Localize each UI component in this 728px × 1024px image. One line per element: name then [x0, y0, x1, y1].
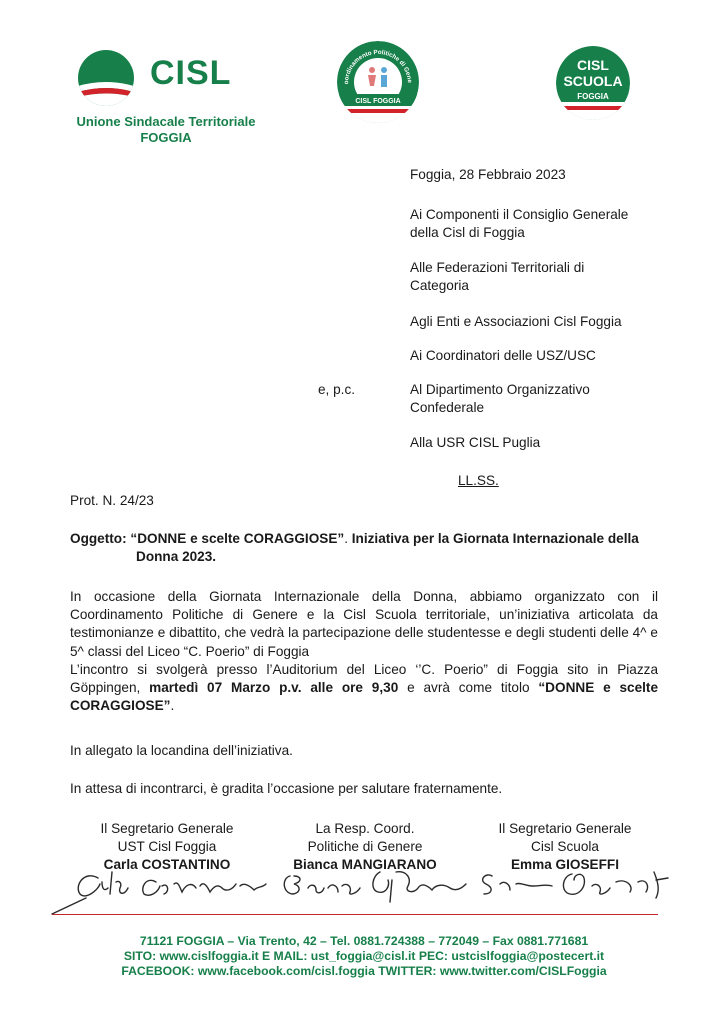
coordinamento-logo: [336, 40, 420, 124]
subject-title: “DONNE e scelte CORAGGIOSE”: [130, 531, 345, 546]
signature-role: Il Segretario Generale: [498, 821, 632, 836]
signature-name: Carla COSTANTINO: [103, 857, 231, 872]
signature-name: Emma GIOSEFFI: [510, 857, 620, 872]
signature-scribble-3: [483, 872, 668, 898]
cisl-disk-emblem: [78, 50, 134, 106]
signature-scribble-2: [284, 872, 466, 902]
ust-line1: Unione Sindacale Territoriale: [76, 114, 256, 129]
ust-label: [66, 114, 266, 146]
para2-text-e: .: [170, 698, 175, 714]
para2-text-c: e avrà come titolo: [398, 680, 539, 696]
cisl-scuola-logo: [556, 46, 630, 124]
coord-ring-text: oordinamento Politiche di Gene: [342, 48, 414, 85]
letter-date: Foggia, 28 Febbraio 2023: [410, 167, 566, 182]
subject-dot: .: [344, 531, 348, 546]
body-paragraph-2: [70, 661, 658, 716]
recipient-consiglio: Ai Componenti il Consiglio Generale della Cisl di Foggia: [410, 207, 629, 240]
signature-org: Politiche di Genere: [307, 839, 423, 854]
body-paragraph-1: In occasione della Giornata Internazionale della Donna, abbiamo organizzato con il Coordinamento Politiche di Genere e la Cisl Scuola territoriale, un’iniziativa articolata da testimonianze e dibattito, che vedrà la partecipazione delle studentesse e degli studenti delle 4^ e 5^ classi del Liceo “C. Poerio” di Foggia: [70, 589, 658, 659]
footer-divider: [52, 914, 658, 915]
cisl-scuola-emblem: [556, 46, 630, 124]
event-title: “DONNE e scelte CORAGGIOSE”: [70, 680, 659, 714]
cisl-wordmark: CISL: [150, 54, 232, 92]
scuola-line2: SCUOLA: [563, 73, 623, 89]
cisl-ust-logo: [72, 48, 272, 148]
llss-label: LL.SS.: [458, 473, 499, 488]
body-paragraph-4: In attesa di incontrarci, è gradita l’occasione per salutare fraternamente.: [70, 781, 503, 796]
subject-line2: Donna 2023.: [136, 549, 217, 564]
subject-rest: Iniziativa per la Giornata Internazionale della: [351, 531, 639, 546]
recipient-dipartimento: Al Dipartimento Organizzativo Confederale: [410, 382, 590, 415]
footer-social: FACEBOOK: www.facebook.com/cisl.foggia TWITTER: www.twitter.com/CISLFoggia: [121, 964, 607, 978]
recipient-enti: Agli Enti e Associazioni Cisl Foggia: [410, 314, 622, 329]
handwritten-signatures: [46, 858, 676, 920]
footer-contacts: SITO: www.cislfoggia.it E MAIL: ust_foggia@cisl.it PEC: ustcislfoggia@postecert.it: [123, 949, 605, 963]
recipient-coordinatori: Ai Coordinatori delle USZ/USC: [410, 348, 596, 363]
recipient-usr: Alla USR CISL Puglia: [410, 435, 541, 450]
signature-role: Il Segretario Generale: [100, 821, 234, 836]
coord-band-text: CISL FOGGIA: [355, 98, 401, 105]
subject-line: [70, 530, 658, 548]
epc-label: e, p.c.: [318, 382, 356, 397]
signature-org: Cisl Scuola: [531, 839, 599, 854]
signature-name: Bianca MANGIARANO: [293, 857, 437, 872]
scuola-line1: CISL: [577, 57, 609, 73]
signature-role: La Resp. Coord.: [315, 821, 415, 836]
signature-org: UST Cisl Foggia: [117, 839, 217, 854]
footer-address: 71121 FOGGIA – Via Trento, 42 – Tel. 0881.724388 – 772049 – Fax 0881.771681: [139, 934, 589, 948]
para2-text-a: L’incontro si svolgerà presso l’Auditorium del Liceo ‘’C. Poerio” di Foggia sito in Piazza Göppingen,: [70, 662, 658, 696]
event-datetime: martedì 07 Marzo p.v. alle ore 9,30: [149, 680, 399, 696]
coordinamento-emblem: [336, 40, 420, 124]
body-paragraph-3: In allegato la locandina dell’iniziativa.: [70, 743, 293, 758]
protocol-number: Prot. N. 24/23: [70, 493, 154, 508]
ust-line2: FOGGIA: [140, 130, 192, 145]
signature-scribble-1: [52, 872, 266, 914]
subject-label: Oggetto:: [70, 531, 127, 546]
recipient-federazioni: Alle Federazioni Territoriali di Categoria: [410, 260, 585, 293]
scuola-band: FOGGIA: [577, 92, 609, 101]
